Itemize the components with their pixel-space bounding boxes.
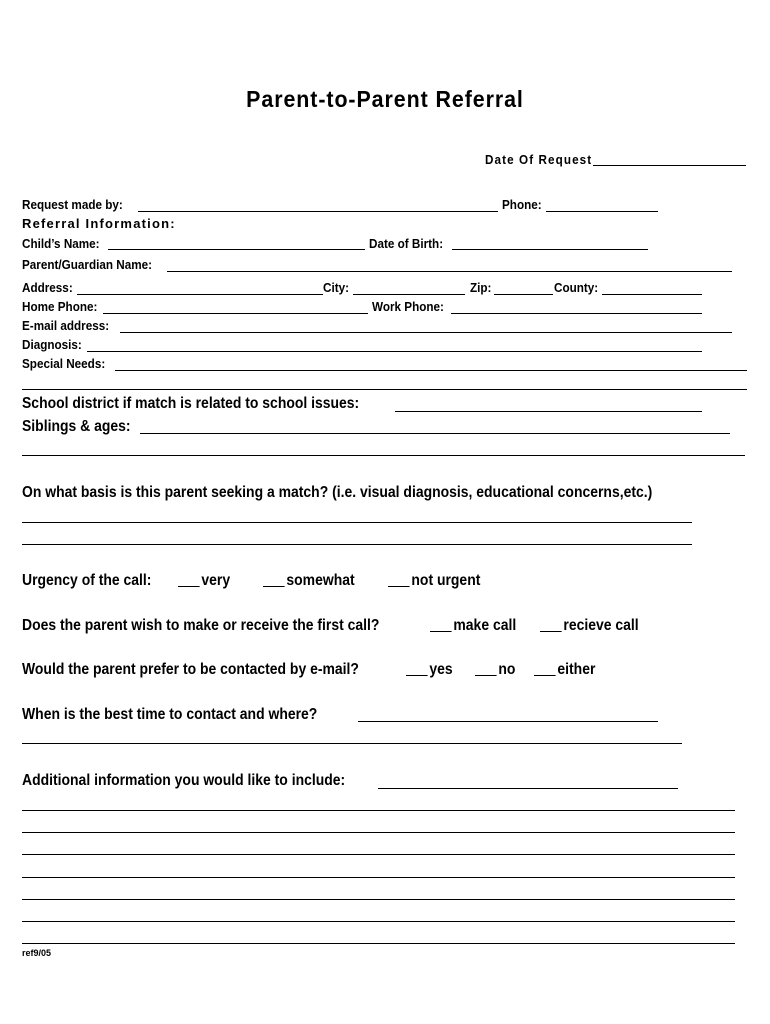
date-of-request-label: Date Of Request <box>485 152 593 167</box>
phone-label: Phone: <box>502 197 542 212</box>
best-time-question: When is the best time to contact and where? <box>22 706 318 723</box>
email-address-label: E-mail address: <box>22 318 110 333</box>
parent-guardian-label: Parent/Guardian Name: <box>22 257 153 272</box>
urgency-label: Urgency of the call: <box>22 572 152 589</box>
date-of-request-field[interactable] <box>593 165 746 166</box>
county-field[interactable] <box>602 294 702 295</box>
address-label: Address: <box>22 280 73 295</box>
additional-info-line-2[interactable] <box>22 832 735 833</box>
phone-field[interactable] <box>546 211 658 212</box>
childs-name-field[interactable] <box>108 249 365 250</box>
urgency-very-blank[interactable] <box>178 572 200 587</box>
best-time-field[interactable] <box>358 721 658 722</box>
first-call-option-receive[interactable]: recieve call <box>540 617 639 635</box>
request-made-by-field[interactable] <box>138 211 498 212</box>
additional-info-line-6[interactable] <box>22 921 735 922</box>
first-call-question: Does the parent wish to make or receive the first call? <box>22 617 380 634</box>
additional-info-line-3[interactable] <box>22 854 735 855</box>
school-district-field[interactable] <box>395 411 702 412</box>
form-title: Parent-to-Parent Referral <box>246 86 524 112</box>
email-contact-option-no[interactable]: no <box>475 661 515 679</box>
request-made-by-label: Request made by: <box>22 197 123 212</box>
urgency-option-not-urgent[interactable]: not urgent <box>388 572 480 590</box>
receive-call-blank[interactable] <box>540 617 562 632</box>
school-district-label: School district if match is related to school issues: <box>22 395 360 412</box>
siblings-ages-field[interactable] <box>140 433 730 434</box>
city-label: City: <box>323 280 350 295</box>
siblings-ages-field-line-2[interactable] <box>22 455 745 456</box>
email-contact-option-yes[interactable]: yes <box>406 661 453 679</box>
referral-information-heading: Referral Information: <box>22 216 176 231</box>
form-code: ref9/05 <box>22 948 52 958</box>
urgency-option-very[interactable]: very <box>178 572 230 590</box>
email-no-blank[interactable] <box>475 661 497 676</box>
additional-info-label: Additional information you would like to include: <box>22 772 346 789</box>
email-yes-blank[interactable] <box>406 661 428 676</box>
additional-info-line-5[interactable] <box>22 899 735 900</box>
match-basis-question: On what basis is this parent seeking a match? (i.e. visual diagnosis, educational concerns,etc.) <box>22 484 653 501</box>
diagnosis-field[interactable] <box>87 351 702 352</box>
urgency-not-urgent-blank[interactable] <box>388 572 410 587</box>
additional-info-line-1[interactable] <box>22 810 735 811</box>
zip-label: Zip: <box>470 280 492 295</box>
zip-field[interactable] <box>494 294 553 295</box>
special-needs-field[interactable] <box>115 370 747 371</box>
home-phone-field[interactable] <box>103 313 368 314</box>
parent-guardian-field[interactable] <box>167 271 732 272</box>
first-call-option-make[interactable]: make call <box>430 617 516 635</box>
match-basis-field-line-1[interactable] <box>22 522 692 523</box>
home-phone-label: Home Phone: <box>22 299 98 314</box>
siblings-ages-label: Siblings & ages: <box>22 418 131 435</box>
work-phone-field[interactable] <box>451 313 702 314</box>
date-of-birth-field[interactable] <box>452 249 648 250</box>
address-field[interactable] <box>77 294 323 295</box>
make-call-blank[interactable] <box>430 617 452 632</box>
urgency-option-somewhat[interactable]: somewhat <box>263 572 355 590</box>
additional-info-line-7[interactable] <box>22 943 735 944</box>
email-address-field[interactable] <box>120 332 732 333</box>
date-of-birth-label: Date of Birth: <box>369 236 444 251</box>
best-time-field-line-2[interactable] <box>22 743 682 744</box>
email-contact-option-either[interactable]: either <box>534 661 595 679</box>
county-label: County: <box>554 280 599 295</box>
work-phone-label: Work Phone: <box>372 299 444 314</box>
email-contact-question: Would the parent prefer to be contacted by e-mail? <box>22 661 359 678</box>
diagnosis-label: Diagnosis: <box>22 337 82 352</box>
childs-name-label: Child’s Name: <box>22 236 100 251</box>
additional-info-line-4[interactable] <box>22 877 735 878</box>
additional-info-field[interactable] <box>378 788 678 789</box>
city-field[interactable] <box>353 294 465 295</box>
special-needs-label: Special Needs: <box>22 356 106 371</box>
email-either-blank[interactable] <box>534 661 556 676</box>
urgency-somewhat-blank[interactable] <box>263 572 285 587</box>
match-basis-field-line-2[interactable] <box>22 544 692 545</box>
special-needs-field-line-2[interactable] <box>22 389 747 390</box>
